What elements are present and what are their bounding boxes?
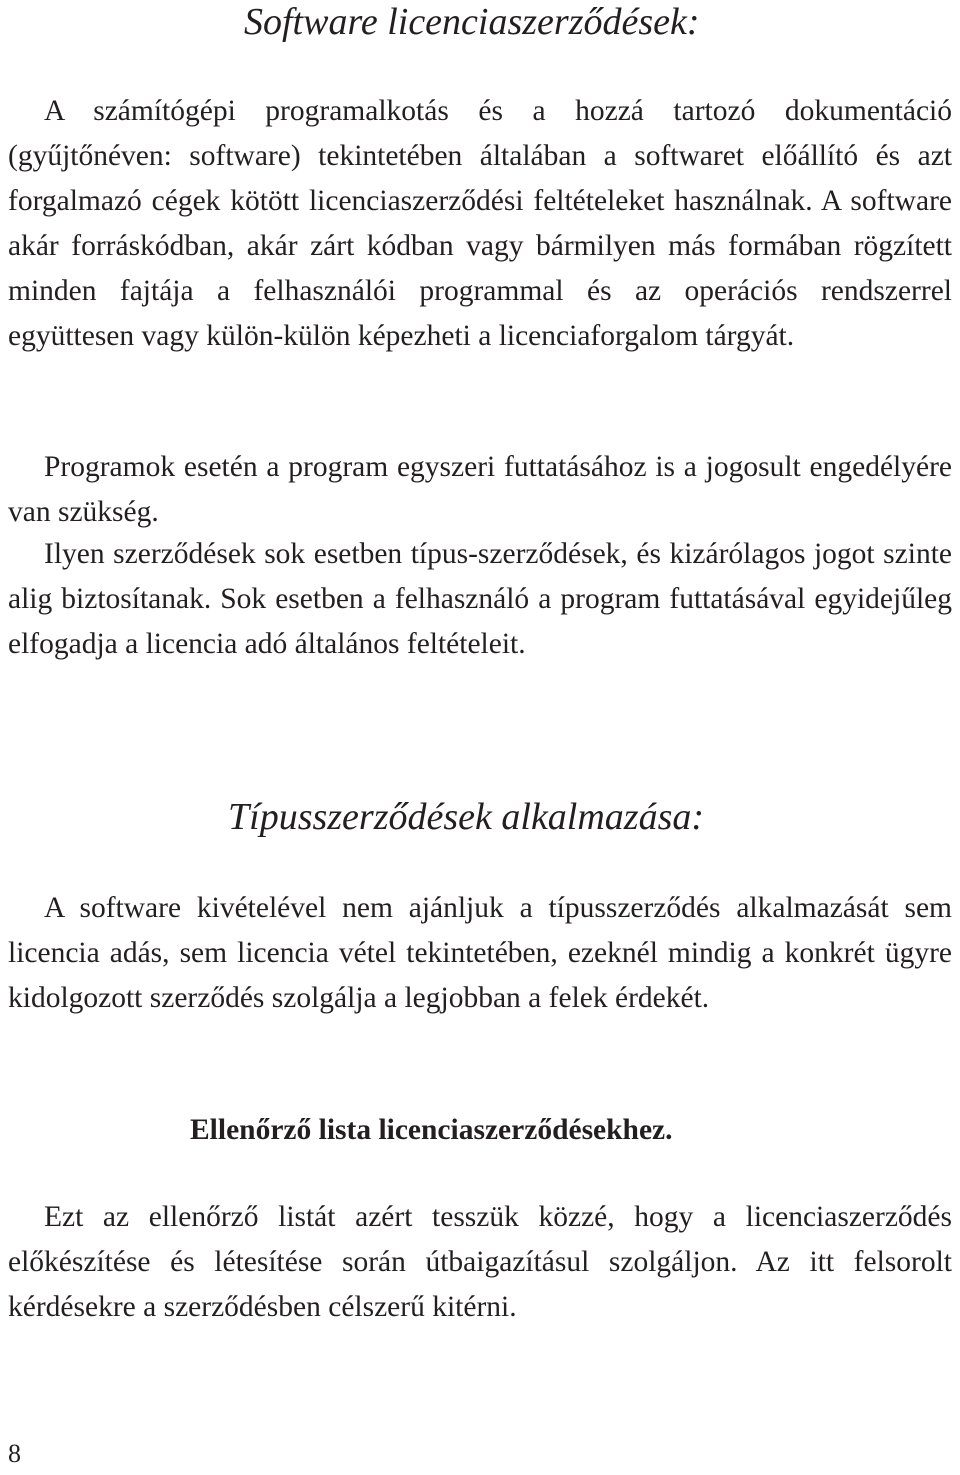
- paragraph-text: A software kivételével nem ajánljuk a típusszerződés alkalmazását sem licencia adás, sem licencia vétel tekintetében, ezeknél mindig a konkrét ügyre kidolgozott szerződés szolgálja a legjobban a felek érdekét.: [8, 892, 952, 1014]
- section-title-type-contracts: Típusszerződések alkalmazása:: [228, 796, 705, 838]
- paragraph-text: A számítógépi programalkotás és a hozzá tartozó dokumentáció (gyűjtőnéven: software) tekintetében általában a softwaret előállító és azt forgalmazó cégek kötött licenciaszerződési feltételeket használnak. A software akár forráskódban, akár zárt kódban vagy bármilyen más formában rögzített minden fajtája a felhasználói programmal és az operációs rendszerrel együttesen vagy külön-külön képezheti a licenciaforgalom tárgyát.: [8, 95, 952, 352]
- page-number: 8: [8, 1439, 21, 1468]
- paragraph-type-contracts: [8, 532, 952, 667]
- paragraph-text: Ilyen szerződések sok esetben típus-szerződések, és kizárólagos jogot szinte alig biztosítanak. Sok esetben a felhasználó a program futtatásával egyidejűleg elfogadja a licencia adó általános feltételeit.: [8, 538, 952, 660]
- paragraph-software-intro: [8, 89, 952, 359]
- paragraph-checklist-intro: [8, 1195, 952, 1330]
- paragraph-text: Ezt az ellenőrző listát azért tesszük közzé, hogy a licenciaszerződés előkészítése és létesítése során útbaigazításul szolgáljon. Az itt felsorolt kérdésekre a szerződésben célszerű kitérni.: [8, 1201, 952, 1323]
- paragraph-text: Programok esetén a program egyszeri futtatásához is a jogosult engedélyére van szükség.: [8, 451, 952, 528]
- paragraph-type-contract-usage: [8, 886, 952, 1021]
- section-title-checklist: Ellenőrző lista licenciaszerződésekhez.: [190, 1114, 673, 1146]
- paragraph-program-permission: [8, 445, 952, 535]
- section-title-software-licences: Software licenciaszerződések:: [244, 1, 700, 43]
